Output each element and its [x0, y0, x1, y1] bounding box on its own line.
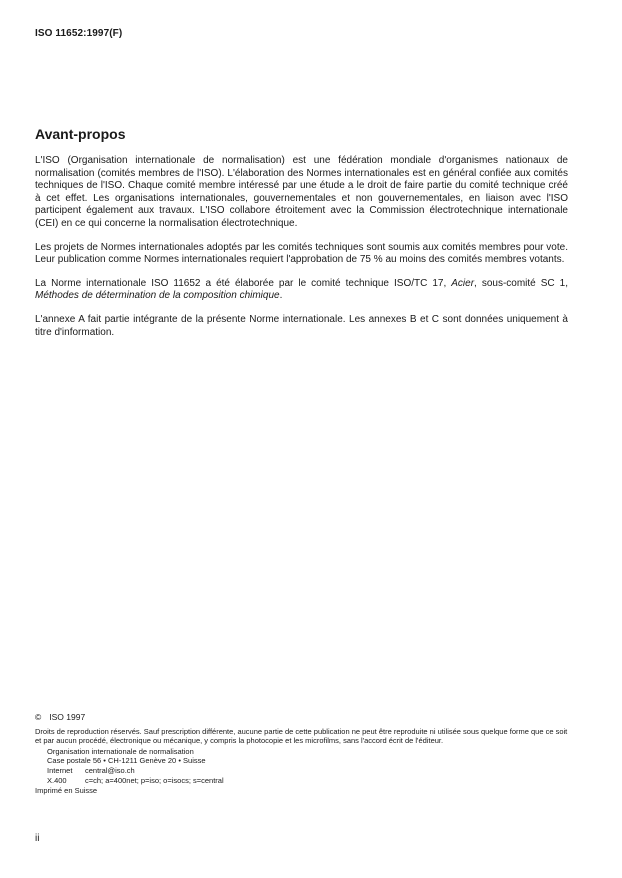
foreword-body [35, 155, 568, 339]
paragraph-voting: Les projets de Normes internationales adoptés par les comités techniques sont soumis aux comités membres pour vote. Leur publication comme Normes internationales requiert l'approbation de 75 % au moins des comités membres votants. [35, 241, 568, 266]
copyright-icon: © [35, 712, 42, 722]
x400-label: X.400 [47, 775, 67, 785]
paragraph-committee [35, 278, 568, 303]
paragraph-annexes: L'annexe A fait partie intégrante de la présente Norme internationale. Les annexes B et C sont données uniquement à titre d'information. [35, 313, 568, 338]
committee-text-2: , sous-comité SC 1, [474, 277, 568, 289]
committee-acier: Acier [451, 277, 475, 289]
committee-text-3: . [279, 290, 283, 302]
copyright-line [35, 713, 575, 723]
section-title: Avant-propos [35, 126, 126, 142]
internet-label: Internet [47, 765, 73, 775]
page-number: ii [35, 833, 40, 844]
x400-row [47, 776, 575, 786]
paragraph-organisation: L'ISO (Organisation internationale de normalisation) est une fédération mondiale d'organismes nationaux de normalisation (comités membres de l'ISO). L'élaboration des Normes internationales est en général confiée aux comités techniques de l'ISO. Chaque comité membre intéressé par une étude a le droit de faire partie du comité technique créé à cet effet. Les organisations internationales, gouvernementales et non gouvernementales, en liaison avec l'ISO participent également aux travaux. L'ISO collabore étroitement avec la Commission électrotechnique internationale (CEI) en ce qui concerne la normalisation électrotechnique. [35, 155, 568, 229]
copyright-text: ISO 1997 [49, 712, 86, 722]
postal-address: Case postale 56 • CH-1211 Genève 20 • Suisse [47, 756, 206, 766]
address-block [35, 747, 575, 785]
internet-value: central@iso.ch [85, 765, 135, 775]
rights-notice: Droits de reproduction réservés. Sauf prescription différente, aucune partie de cette publication ne peut être reproduite ni utilisée sous quelque forme que ce soit et par aucun procédé, électronique ou mécanique, y compris la photocopie et les microfilms, sans l'accord écrit de l'éditeur. [35, 726, 568, 746]
committee-methodes: Méthodes de détermination de la composition chimique [35, 290, 280, 302]
committee-text-1: La Norme internationale ISO 11652 a été élaborée par le comité technique ISO/TC 17, [35, 277, 452, 289]
internet-row [47, 766, 575, 776]
org-name: Organisation internationale de normalisation [47, 746, 194, 756]
printed-in: Imprimé en Suisse [35, 786, 98, 796]
x400-value: c=ch; a=400net; p=iso; o=isocs; s=central [85, 775, 224, 785]
copyright-block [35, 713, 575, 796]
document-header: ISO 11652:1997(F) [35, 28, 123, 39]
